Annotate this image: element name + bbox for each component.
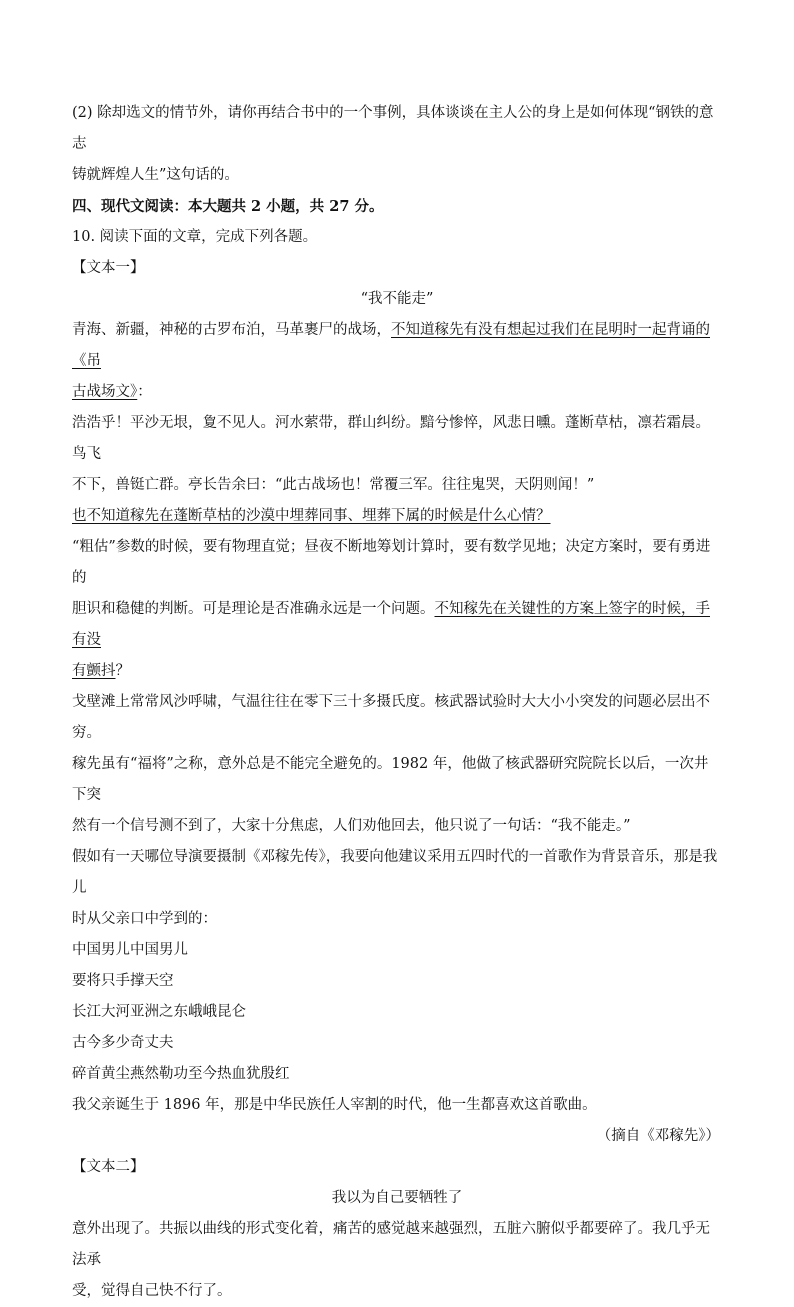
- question-2-line-1: (2) 除却选文的情节外，请你再结合书中的一个事例，具体谈谈在主人公的身上是如何体现“钢铁的意志: [72, 105, 714, 152]
- poem-line-1: 浩浩乎！平沙无垠，夐不见人。河水萦带，群山纠纷。黯兮惨悴，风悲日曛。蓬断草枯，凛若霜晨。鸟飞: [72, 415, 710, 462]
- question-10: 10. 阅读下面的文章，完成下列各题。: [72, 229, 318, 245]
- text-1-paragraph-3-line-3: [72, 656, 722, 687]
- text-1-p1-plain: 青海、新疆，神秘的古罗布泊，马革裹尸的战场，: [72, 322, 391, 338]
- text-1-paragraph-6: 我父亲诞生于 1896 年，那是中华民族任人宰割的时代，他一生都喜欢这首歌曲。: [72, 1097, 597, 1113]
- text-1-p3-underlined: 不知稼先在关键性的方案上签字的时候，手有没: [72, 601, 710, 648]
- text-1-paragraph-1-cont: [72, 377, 722, 408]
- text-1-p2-underlined: 也不知道稼先在蓬断草枯的沙漠中埋葬同事、埋葬下属的时候是什么心情？: [72, 508, 551, 524]
- poem-line-2: 不下，兽铤亡群。亭长告余曰：“此古战场也！常覆三军。往往鬼哭，天阴则闻！”: [72, 477, 595, 493]
- song-line-5: 碎首黄尘燕然勒功至今热血犹殷红: [72, 1066, 290, 1082]
- text-1-source: （摘自《邓稼先》）: [596, 1128, 720, 1144]
- text-1-paragraph-5-line-1: 假如有一天哪位导演要摄制《邓稼先传》，我要向他建议采用五四时代的一首歌作为背景音乐，那是我儿: [72, 849, 718, 896]
- text-1-paragraph-4-line-2: 稼先虽有“福将”之称，意外总是不能完全避免的。1982 年，他做了核武器研究院院长以后，一次井下突: [72, 756, 709, 803]
- text-1-paragraph-1: [72, 315, 722, 377]
- text-1-paragraph-3-line-2: [72, 594, 722, 656]
- text-1-p3-end: ？: [115, 663, 130, 679]
- text-1-p1-underlined-b: 古战场文》: [72, 384, 138, 400]
- text-2-paragraph-1-line-2: 受，觉得自己快不行了。: [72, 1283, 232, 1299]
- text-2-label: 【文本二】: [72, 1159, 145, 1175]
- song-line-3: 长江大河亚洲之东峨峨昆仑: [72, 1004, 246, 1020]
- text-1-p3-underlined-cont: 有颤抖: [72, 663, 116, 679]
- text-2-title: 我以为自己要牺牲了: [331, 1190, 463, 1206]
- text-1-p3-plain: 胆识和稳健的判断。可是理论是否准确永远是一个问题。: [72, 601, 435, 617]
- document-page: [72, 98, 722, 1307]
- song-line-4: 古今多少奇丈夫: [72, 1035, 174, 1051]
- question-2-line-2: 铸就辉煌人生”这句话的。: [72, 167, 239, 183]
- text-1-paragraph-5-line-2: 时从父亲口中学到的：: [72, 911, 217, 927]
- text-1-paragraph-4-line-1: 戈壁滩上常常风沙呼啸，气温往往在零下三十多摄氏度。核武器试验时大大小小突发的问题必层出不穷。: [72, 694, 710, 741]
- song-line-2: 要将只手撑天空: [72, 973, 174, 989]
- text-2-paragraph-1-line-1: 意外出现了。共振以曲线的形式变化着，痛苦的感觉越来越强烈，五脏六腑似乎都要碎了。我几乎无法承: [72, 1221, 710, 1268]
- text-1-paragraph-3-line-1: “粗估”参数的时候，要有物理直觉；昼夜不断地筹划计算时，要有数学见地；决定方案时，要有勇进的: [72, 539, 711, 586]
- text-1-paragraph-4-line-3: 然有一个信号测不到了，大家十分焦虑，人们劝他回去，他只说了一句话：“我不能走。”: [72, 818, 631, 834]
- text-1-p1-underlined-a: 不知道稼先有没有想起过我们在昆明时一起背诵的《吊: [72, 322, 710, 369]
- text-1-paragraph-2: [72, 501, 722, 532]
- text-1-title: “我不能走”: [360, 291, 434, 307]
- section-4-title: 四、现代文阅读：本大题共 2 小题，共 27 分。: [72, 198, 384, 215]
- text-1-p1-end: ：: [137, 384, 152, 400]
- text-1-label: 【文本一】: [72, 260, 145, 276]
- song-line-1: 中国男儿中国男儿: [72, 942, 188, 958]
